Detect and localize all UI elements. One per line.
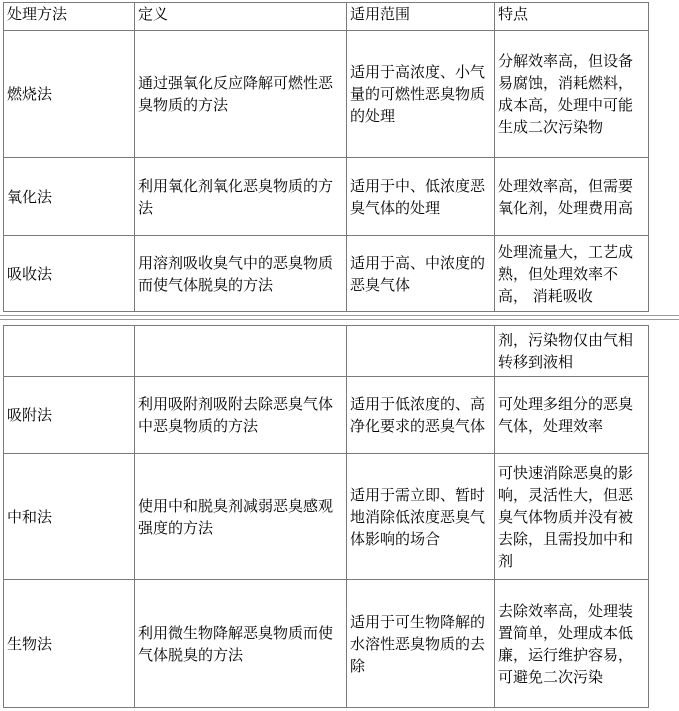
features-cell: 可处理多组分的恶臭气体，处理效率 [495, 377, 649, 454]
features-cell: 可快速消除恶臭的影响，灵活性大，但恶臭气体物质并没有被去除，且需投加中和剂 [495, 454, 649, 580]
definition-cell: 利用微生物降解恶臭物质而使气体脱臭的方法 [135, 580, 347, 708]
header-method: 处理方法 [4, 3, 135, 31]
table-row [4, 158, 649, 236]
continuation-row [4, 326, 649, 377]
features-cell: 分解效率高，但设备易腐蚀，消耗燃料，成本高，处理中可能生成二次污染物 [495, 31, 649, 158]
method-cell: 生物法 [4, 580, 135, 708]
table-row [4, 31, 649, 158]
scope-cell: 适用于低浓度的、高净化要求的恶臭气体 [347, 377, 495, 454]
odor-treatment-table-part-1 [3, 2, 649, 312]
method-cell: 吸附法 [4, 377, 135, 454]
features-cell: 处理效率高，但需要氧化剂，处理费用高 [495, 158, 649, 236]
header-definition: 定义 [135, 3, 347, 31]
page-break-line [0, 315, 679, 316]
scope-cell: 适用于需立即、暂时地消除低浓度恶臭气体影响的场合 [347, 454, 495, 580]
method-cell: 吸收法 [4, 236, 135, 312]
definition-cell: 利用氧化剂氧化恶臭物质的方法 [135, 158, 347, 236]
features-cell: 去除效率高，处理装置简单，处理成本低廉，运行维护容易，可避免二次污染 [495, 580, 649, 708]
odor-treatment-table-part-2 [3, 325, 649, 708]
scope-cell: 适用于高浓度、小气量的可燃性恶臭物质的处理 [347, 31, 495, 158]
table-row [4, 236, 649, 312]
scope-cell: 适用于高、中浓度的恶臭气体 [347, 236, 495, 312]
page-break-line [0, 319, 679, 320]
definition-cell [135, 326, 347, 377]
table-header-row [4, 3, 649, 31]
method-cell [4, 326, 135, 377]
definition-cell: 通过强氧化反应降解可燃性恶臭物质的方法 [135, 31, 347, 158]
features-cell: 处理流量大，工艺成熟，但处理效率不高， 消耗吸收 [495, 236, 649, 312]
scope-cell: 适用于可生物降解的水溶性恶臭物质的去除 [347, 580, 495, 708]
header-features: 特点 [495, 3, 649, 31]
definition-cell: 使用中和脱臭剂减弱恶臭感观强度的方法 [135, 454, 347, 580]
features-cell: 剂，污染物仅由气相转移到液相 [495, 326, 649, 377]
method-cell: 氧化法 [4, 158, 135, 236]
table-row [4, 454, 649, 580]
table-row [4, 580, 649, 708]
scope-cell: 适用于中、低浓度恶臭气体的处理 [347, 158, 495, 236]
definition-cell: 利用吸附剂吸附去除恶臭气体中恶臭物质的方法 [135, 377, 347, 454]
table-row [4, 377, 649, 454]
header-scope: 适用范围 [347, 3, 495, 31]
scope-cell [347, 326, 495, 377]
method-cell: 燃烧法 [4, 31, 135, 158]
method-cell: 中和法 [4, 454, 135, 580]
definition-cell: 用溶剂吸收臭气中的恶臭物质而使气体脱臭的方法 [135, 236, 347, 312]
